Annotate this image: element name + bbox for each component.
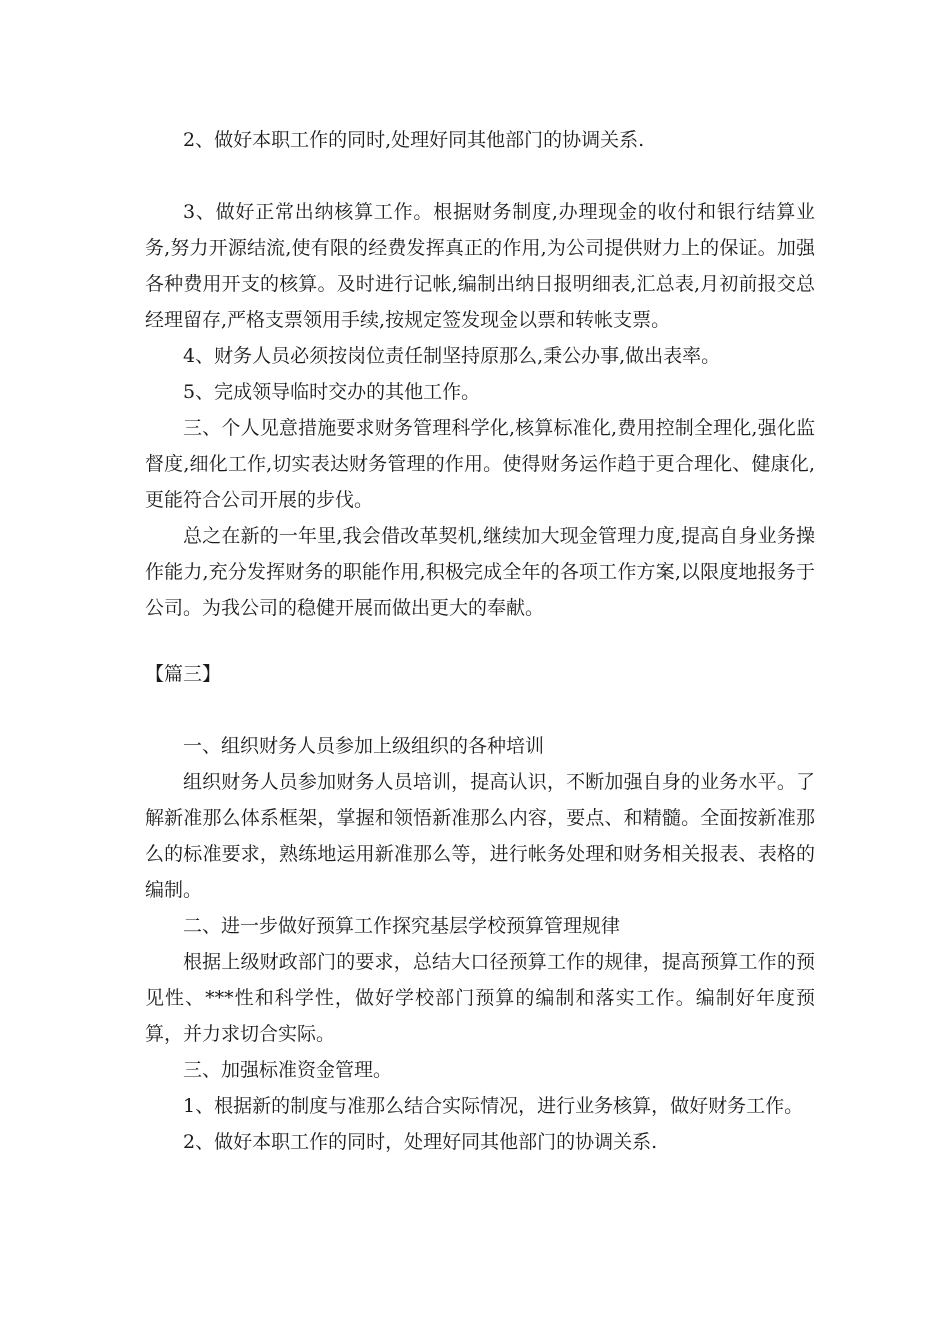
paragraph-cashier-accounting: 3、做好正常出纳核算工作。根据财务制度,办理现金的收付和银行结算业务,努力开源结流,使有限的经费发挥真正的作用,为公司提供财力上的保证。加强各种费用开支的核算。及时进行记帐,编制出纳日报明细表,汇总表,月初前报交总经理留存,严格支票领用手续,按规定签发现金以票和转帐支票。 [145, 201, 815, 331]
paragraph-personal-suggestions: 三、个人见意措施要求财务管理科学化,核算标准化,费用控制全理化,强化监督度,细化工作,切实表达财务管理的作用。使得财务运作趋于更合理化、健康化,更能符合公司开展的步伐。 [145, 417, 815, 511]
paragraph-budget: 根据上级财政部门的要求，总结大口径预算工作的规律，提高预算工作的预见性、***性和科学性，做好学校部门预算的编制和落实工作。编制好年度预算，并力求切合实际。 [145, 951, 815, 1045]
item-funds-title: 三、加强标准资金管理。 [183, 1059, 393, 1081]
paragraph-temporary-tasks: 5、完成领导临时交办的其他工作。 [183, 381, 481, 403]
paragraph-accounting: 1、根据新的制度与准那么结合实际情况，进行业务核算，做好财务工作。 [183, 1095, 804, 1117]
item-training-title: 一、组织财务人员参加上级组织的各种培训 [183, 735, 545, 757]
section-heading: 【篇三】 [145, 663, 222, 685]
paragraph-coordination: 2、做好本职工作的同时,处理好同其他部门的协调关系. [183, 129, 645, 151]
paragraph-coordination-2: 2、做好本职工作的同时，处理好同其他部门的协调关系. [183, 1131, 658, 1153]
paragraph-conclusion: 总之在新的一年里,我会借改革契机,继续加大现金管理力度,提高自身业务操作能力,充分发挥财务的职能作用,积极完成全年的各项工作方案,以限度地报务于公司。为我公司的稳健开展而做出更大的奉献。 [145, 525, 815, 619]
paragraph-post-responsibility: 4、财务人员必须按岗位责任制坚持原那么,秉公办事,做出表率。 [183, 345, 721, 367]
paragraph-training: 组织财务人员参加财务人员培训，提高认识，不断加强自身的业务水平。了解新准那么体系框架，掌握和领悟新准那么内容，要点、和精髓。全面按新准那么的标准要求，熟练地运用新准那么等，进行帐务处理和财务相关报表、表格的编制。 [145, 771, 815, 901]
item-budget-title: 二、进一步做好预算工作探究基层学校预算管理规律 [183, 915, 621, 937]
